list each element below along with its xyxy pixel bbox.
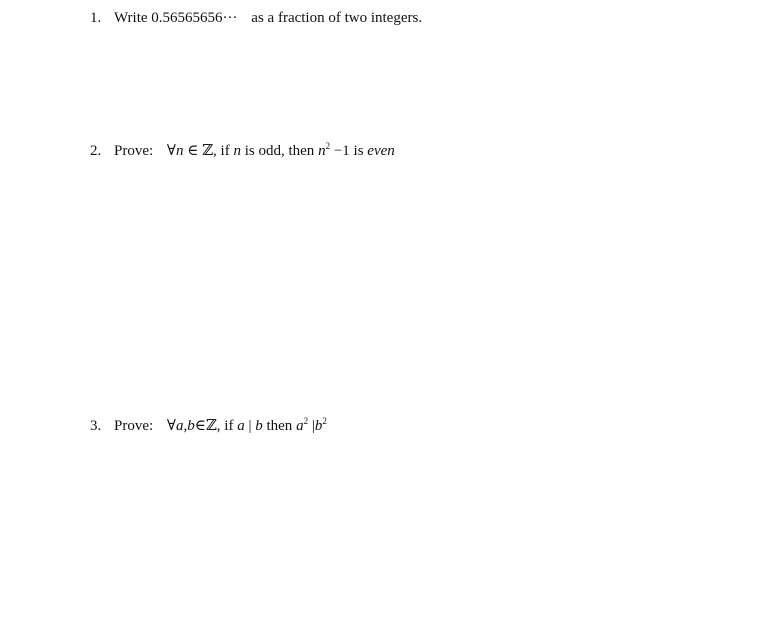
then-word: then	[266, 418, 293, 434]
problem-number: 2.	[90, 143, 102, 159]
problem-lead: Prove:	[114, 143, 154, 159]
divides-symbol: |	[311, 418, 315, 434]
problem-1	[90, 8, 422, 28]
divides-symbol: |	[248, 418, 252, 434]
variables-ab: a,b	[175, 418, 195, 434]
forall-symbol: ∀	[166, 418, 176, 434]
element-of-symbol: ∈	[194, 418, 206, 434]
problem-lead: Prove:	[114, 418, 154, 434]
problem-lead: Write	[114, 10, 148, 26]
variable-b: b	[255, 418, 263, 434]
ellipsis: ···	[222, 10, 238, 26]
exponent: 2	[325, 141, 331, 151]
problem-2	[90, 141, 395, 161]
variable-a: a	[296, 418, 304, 434]
variable-a: a	[237, 418, 245, 434]
minus-one-text: −1 is	[333, 143, 364, 159]
element-of-symbol: ∈	[187, 143, 199, 159]
forall-symbol: ∀	[166, 143, 176, 159]
variable-b: b	[314, 418, 323, 434]
integers-symbol: ℤ	[205, 418, 217, 434]
exponent: 2	[303, 416, 309, 426]
if-word: if	[220, 143, 230, 159]
condition-text: is odd, then	[244, 143, 315, 159]
variable-n: n	[175, 143, 184, 159]
problem-text: as a fraction of two integers.	[251, 10, 423, 26]
problem-number: 3.	[90, 418, 102, 434]
problem-number: 1.	[90, 10, 102, 26]
comma: ,	[213, 143, 217, 159]
exponent: 2	[322, 416, 327, 426]
variable-n: n	[318, 143, 326, 159]
integers-symbol: ℤ	[202, 143, 214, 159]
even-word: even	[367, 143, 395, 159]
variable-n: n	[233, 143, 241, 159]
if-word: if	[224, 418, 234, 434]
repeating-decimal: 0.56565656	[151, 10, 223, 26]
problem-3	[90, 416, 327, 436]
comma: ,	[216, 418, 221, 434]
